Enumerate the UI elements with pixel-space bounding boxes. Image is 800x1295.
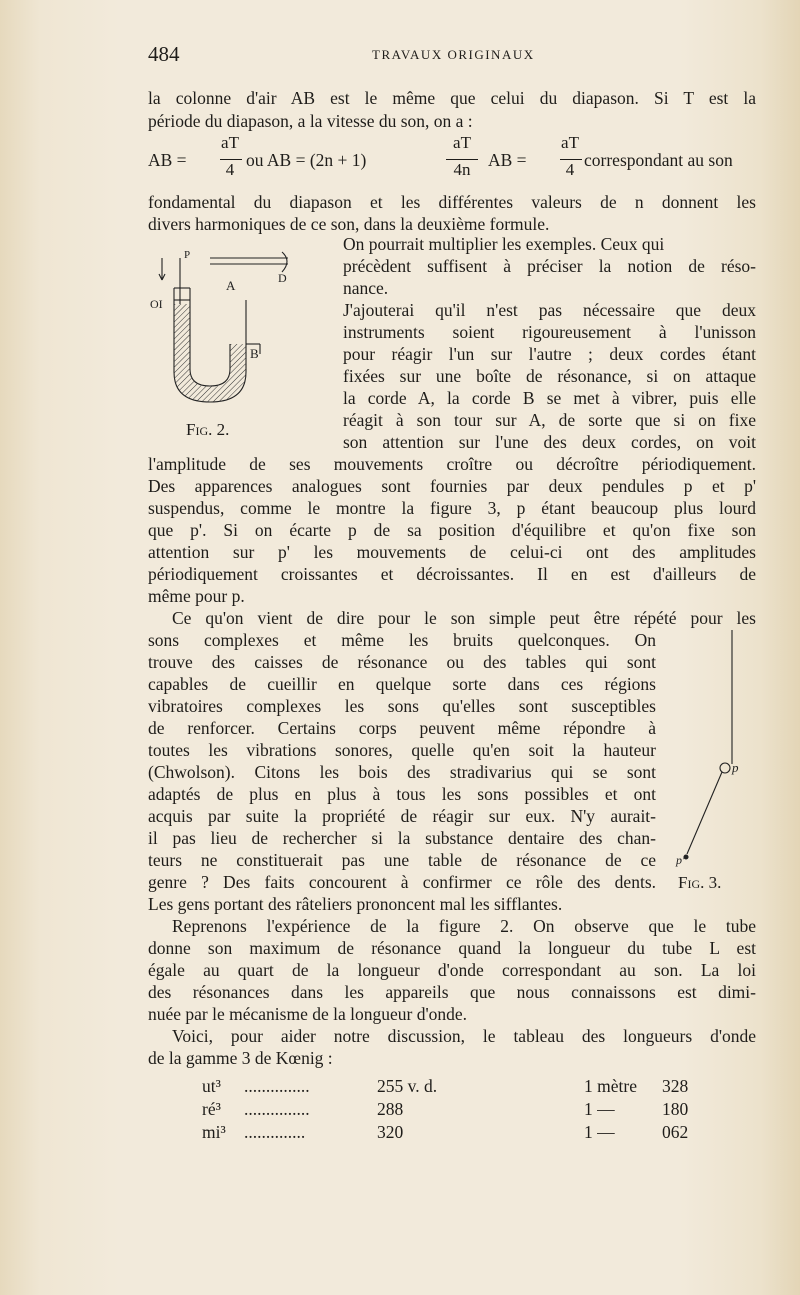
text-line: On pourrait multiplier les exemples. Ceux qui <box>343 234 665 254</box>
text-line: sons complexes et même les bruits quelconques. On <box>148 630 656 650</box>
table-cell-dots: ............... <box>244 1076 310 1096</box>
text-line: attention sur p' les mouvements de celui-ci ont des amplitudes <box>148 542 756 562</box>
table-cell-millimeters: 180 <box>662 1099 689 1119</box>
equation-lhs: AB = <box>488 150 527 170</box>
text-line: son attention sur l'une des deux cordes, on voit <box>343 432 756 452</box>
text-line: pour réagir l'un sur l'autre ; deux cordes étant <box>343 344 756 364</box>
text-line: acquis par suite la propriété de réagir sur eux. N'y aurait- <box>148 806 656 826</box>
figure-2-label-a: A <box>226 278 236 293</box>
fraction-denominator: 4n <box>453 160 471 179</box>
text-line: périodiquement croissantes et décroissantes. Il en est d'ailleurs de <box>148 564 756 584</box>
text-line: Des apparences analogues sont fournies par deux pendules p et p' <box>148 476 756 496</box>
table-cell-note: mi³ <box>202 1122 226 1142</box>
text-line: des résonances dans les appareils que nous connaissons est dimi- <box>148 982 756 1002</box>
text-line: égale au quart de la longueur d'onde correspondant au son. La loi <box>148 960 756 980</box>
text-line: l'amplitude de ses mouvements croître ou décroître périodiquement. <box>148 454 756 474</box>
table-cell-meters: 1 — <box>584 1099 615 1119</box>
figure-2-label-b: B <box>250 346 259 361</box>
table-cell-note: ut³ <box>202 1076 221 1096</box>
figure-2-label-d: D <box>278 271 287 285</box>
figure-3-pendulums <box>672 628 742 868</box>
page-header <box>0 42 800 68</box>
fraction-denominator: 4 <box>225 160 235 179</box>
fraction-numerator: aT <box>561 133 579 152</box>
text-line: teurs ne constituerait pas une table de résonance de ce <box>148 850 656 870</box>
table-cell-note: ré³ <box>202 1099 221 1119</box>
text-line: fondamental du diapason et les différentes valeurs de n donnent les <box>148 192 756 212</box>
text-line: fixées sur une boîte de résonance, si on attaque <box>343 366 756 386</box>
figure-2-label-o: OI <box>150 297 163 311</box>
text-line: nance. <box>343 278 389 298</box>
text-line: genre ? Des faits concourent à confirmer ce rôle des dents. <box>148 872 656 892</box>
table-cell-frequency: 320 <box>377 1122 404 1142</box>
text-line: divers harmoniques de ce son, dans la deuxième formule. <box>148 214 550 234</box>
text-line: il pas lieu de rechercher si la substance dentaire des chan- <box>148 828 656 848</box>
text-line: Les gens portant des râteliers prononcent mal les sifflantes. <box>148 894 563 914</box>
figure-2-resonance-tube <box>150 244 300 414</box>
text-line: toutes les vibrations sonores, quelle qu'en soit la hauteur <box>148 740 656 760</box>
table-cell-millimeters: 328 <box>662 1076 689 1096</box>
fraction-numerator: aT <box>221 133 239 152</box>
figure-3-label-p-prime: p' <box>676 853 685 867</box>
text-line: instruments soient rigoureusement à l'unisson <box>343 322 756 342</box>
text-line: Reprenons l'expérience de la figure 2. On observe que le tube <box>172 916 756 936</box>
text-line: que p'. Si on écarte p de sa position d'équilibre et qu'on fixe son <box>148 520 756 540</box>
text-line: nuée par le mécanisme de la longueur d'onde. <box>148 1004 467 1024</box>
running-title: TRAVAUX ORIGINAUX <box>372 47 535 62</box>
table-cell-meters: 1 — <box>584 1122 615 1142</box>
text-line: vibratoires complexes les sons qu'elles sont susceptibles <box>148 696 656 716</box>
text-line: (Chwolson). Citons les bois des stradivarius qui se sont <box>148 762 656 782</box>
text-line: la corde A, la corde B se met à vibrer, puis elle <box>343 388 756 408</box>
text-line: J'ajouterai qu'il n'est pas nécessaire que deux <box>343 300 756 320</box>
text-line: trouve des caisses de résonance ou des tables qui sont <box>148 652 656 672</box>
text-line: suspendus, comme le montre la figure 3, p étant beaucoup plus lourd <box>148 498 756 518</box>
table-cell-meters: 1 mètre <box>584 1076 637 1096</box>
text-line: capables de cueillir en quelque sorte dans ces régions <box>148 674 656 694</box>
fraction-denominator: 4 <box>565 160 575 179</box>
figure-2-label-p: P <box>184 249 191 261</box>
page-number: 484 <box>148 42 180 66</box>
table-cell-frequency: 288 <box>377 1099 404 1119</box>
text-line: de renforcer. Certains corps peuvent même répondre à <box>148 718 656 738</box>
text-line: la colonne d'air AB est le même que celui du diapason. Si T est la <box>148 88 756 108</box>
equation-middle: ou AB = (2n + 1) <box>246 150 367 170</box>
equation-tail: correspondant au son <box>584 150 733 170</box>
table-cell-frequency: 255 v. d. <box>377 1076 438 1096</box>
figure-3-caption: Fig. 3. <box>678 873 722 892</box>
text-line: même pour p. <box>148 586 245 606</box>
text-line: donne son maximum de résonance quand la longueur du tube L est <box>148 938 756 958</box>
text-line: précèdent suffisent à préciser la notion de réso- <box>343 256 756 276</box>
table-cell-millimeters: 062 <box>662 1122 689 1142</box>
table-cell-dots: .............. <box>244 1122 306 1142</box>
table-cell-dots: ............... <box>244 1099 310 1119</box>
text-line: Voici, pour aider notre discussion, le tableau des longueurs d'onde <box>172 1026 756 1046</box>
text-line: de la gamme 3 de Kœnig : <box>148 1048 333 1068</box>
figure-2-caption: Fig. 2. <box>186 420 230 439</box>
text-line: réagit à son tour sur A, de sorte que si on fixe <box>343 410 756 430</box>
fraction-numerator: aT <box>453 133 471 152</box>
figure-3-label-p: p <box>732 760 739 775</box>
text-line: adaptés de plus en plus à tous les sons possibles et ont <box>148 784 656 804</box>
text-line: période du diapason, a la vitesse du son, on a : <box>148 111 473 131</box>
equation-lhs: AB = <box>148 150 187 170</box>
text-line: Ce qu'on vient de dire pour le son simple peut être répété pour les <box>172 608 756 628</box>
